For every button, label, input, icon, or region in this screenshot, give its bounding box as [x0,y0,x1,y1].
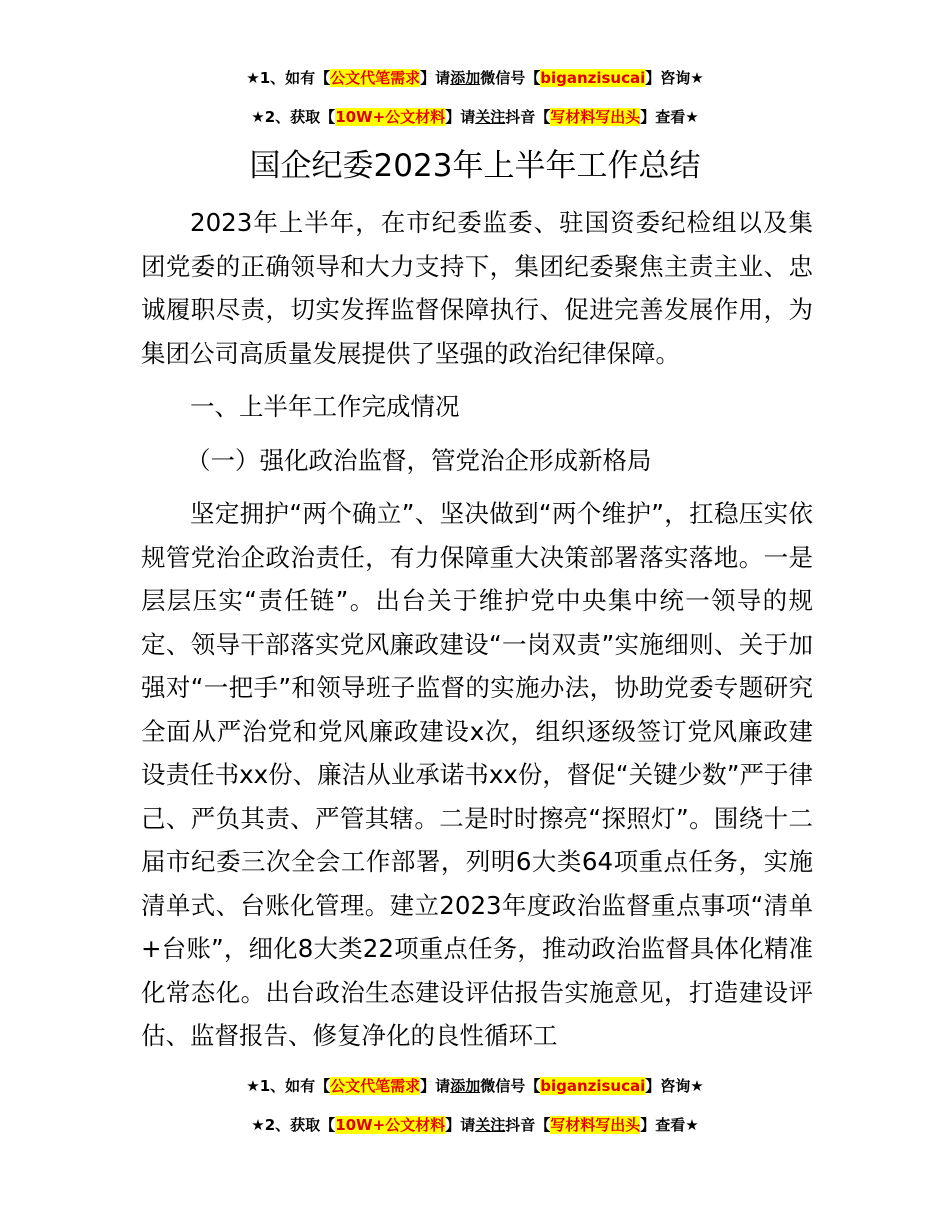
banner-text: ★1、如有【 [246,69,331,87]
banner-text: ★1、如有【 [246,1077,331,1095]
banner-text: 微信号【 [480,69,541,87]
banner-text: 】咨询★ [645,69,704,87]
banner-underlined: 关注 [475,108,506,126]
banner-underlined: 添加 [450,69,481,87]
banner-highlight: 10W+公文材料 [335,108,446,126]
banner-text: 】请 [420,69,451,87]
banner-text: 】查看★ [640,108,699,126]
banner-highlight: 10W+公文材料 [335,1116,446,1134]
banner-text: 微信号【 [480,1077,541,1095]
bottom-banner-line-1 [0,1075,950,1097]
banner-highlight: 公文代笔需求 [330,1077,421,1095]
subsection-heading: （一）强化政治监督，管党治企形成新格局 [186,445,652,475]
banner-text: 】查看★ [640,1116,699,1134]
document-title: 国企纪委2023年上半年工作总结 [249,148,701,184]
top-banner-line-2 [0,106,950,128]
intro-paragraph: 2023年上半年，在市纪委监委、驻国资委纪检组以及集团党委的正确领导和大力支持下，集团纪委聚焦主责主业、忠诚履职尽责，切实发挥监督保障执行、促进完善发展作用，为集团公司高质量发展提供了坚强的政治纪律保障。 [141,208,813,368]
banner-text: 】请 [445,1116,476,1134]
banner-wechat-id: biganzisucai [540,69,646,87]
bottom-banner-line-2 [0,1114,950,1136]
banner-text: 抖音【 [505,108,551,126]
banner-text: 】请 [420,1077,451,1095]
banner-text: ★2、获取【 [251,1116,336,1134]
banner-underlined: 添加 [450,1077,481,1095]
banner-wechat-id: biganzisucai [540,1077,646,1095]
banner-text: 抖音【 [505,1116,551,1134]
banner-douyin-id: 写材料写出头 [550,108,641,126]
document-body [141,201,813,1058]
top-banner-line-1 [0,67,950,89]
banner-text: 】请 [445,108,476,126]
banner-douyin-id: 写材料写出头 [550,1116,641,1134]
banner-text: 】咨询★ [645,1077,704,1095]
banner-highlight: 公文代笔需求 [330,69,421,87]
body-paragraph: 坚定拥护“两个确立”、坚决做到“两个维护”，扛稳压实依规管党治企政治责任，有力保障重大决策部署落实落地。一是层层压实“责任链”。出台关于维护党中央集中统一领导的规定、领导干部落实党风廉政建设“一岗双责”实施细则、关于加强对“一把手”和领导班子监督的实施办法，协助党委专题研究全面从严治党和党风廉政建设x次，组织逐级签订党风廉政建设责任书xx份、廉洁从业承诺书xx份，督促“关键少数”严于律己、严负其责、严管其辖。二是时时擦亮“探照灯”。围绕十二届市纪委三次全会工作部署，列明6大类64项重点任务，实施清单式、台账化管理。建立2023年度政治监督重点事项“清单+台账”，细化8大类22项重点任务，推动政治监督具体化精准化常态化。出台政治生态建设评估报告实施意见，打造建设评估、监督报告、修复净化的良性循环工 [141,499,813,1050]
section-heading: 一、上半年工作完成情况 [190,392,460,421]
banner-underlined: 关注 [475,1116,506,1134]
banner-text: ★2、获取【 [251,108,336,126]
